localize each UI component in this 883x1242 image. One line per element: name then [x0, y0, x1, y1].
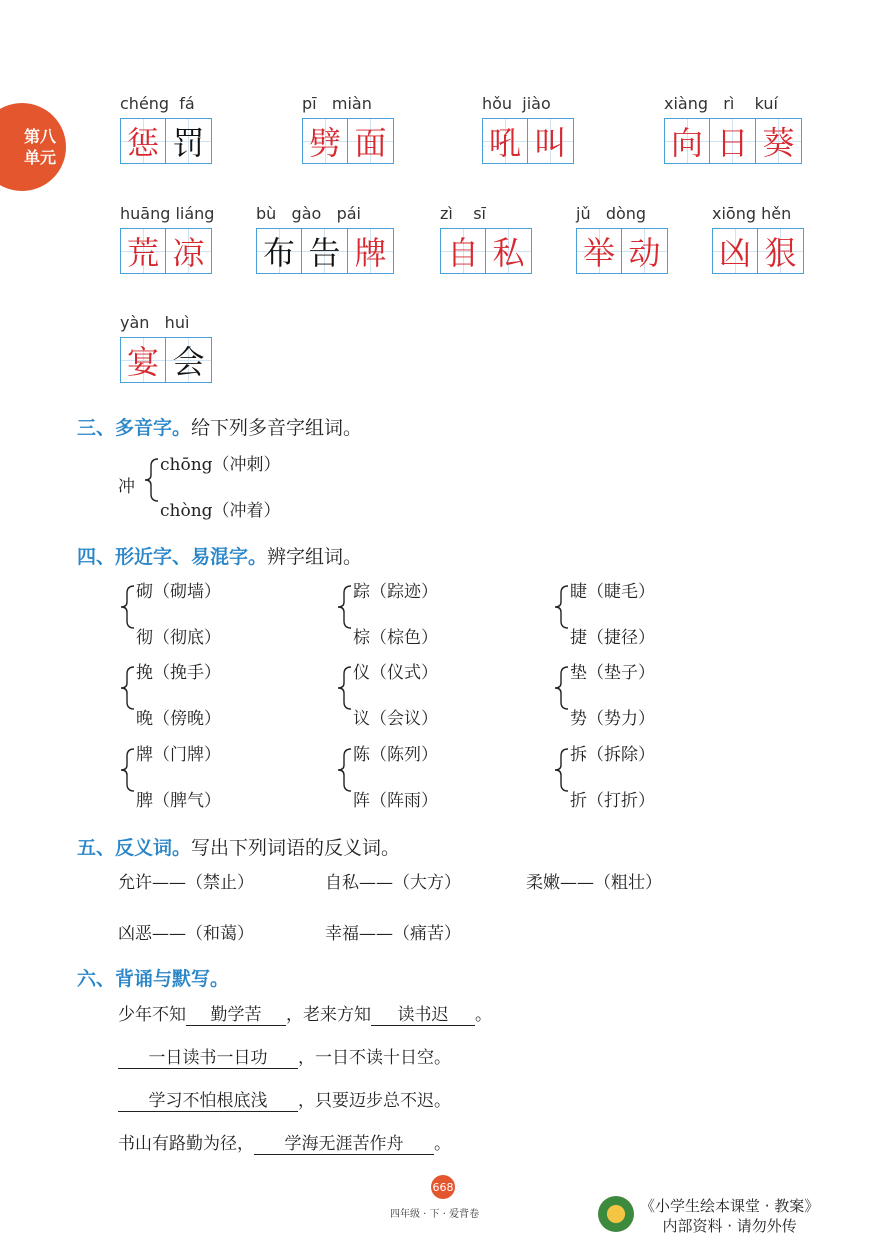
- unit-tab: 第八 单元: [0, 103, 66, 191]
- char-grid-box: 日: [710, 118, 756, 164]
- section-antonym-title: 五、反义词。写出下列词语的反义词。: [77, 837, 401, 859]
- fill-blank: 勤学苦: [186, 1000, 286, 1026]
- pinyin-label: xiàng rì kuí: [664, 94, 778, 113]
- polyphone-char: 冲: [118, 477, 135, 497]
- section-recitation-title: 六、背诵与默写。: [77, 968, 230, 990]
- char-grid-box: 惩: [120, 118, 166, 164]
- recitation-line-3: 学习不怕根底浅 ，只要迈步总不迟。: [118, 1086, 451, 1112]
- pinyin-label: bù gào pái: [256, 204, 361, 223]
- pinyin-label: jǔ dòng: [576, 204, 647, 223]
- section-similar-title: 四、形近字、易混字。辨字组词。: [77, 546, 363, 568]
- char-grid-box: 劈: [302, 118, 348, 164]
- char-grid-box: 狠: [758, 228, 804, 274]
- footer-grade: 四年级 · 下 · 爱背卷: [390, 1209, 480, 1220]
- pinyin-label: yàn huì: [120, 313, 190, 332]
- brand-logo-icon: [598, 1196, 634, 1232]
- char-grid-box: 向: [664, 118, 710, 164]
- char-grid-box: 布: [256, 228, 302, 274]
- fill-blank: 一日读书一日功: [118, 1043, 298, 1069]
- antonym-item: 柔嫩——（粗壮）: [526, 873, 662, 893]
- char-grid-box: 宴: [120, 337, 166, 383]
- char-grid-box: 凉: [166, 228, 212, 274]
- char-grid-box: 荒: [120, 228, 166, 274]
- char-grid-box: 私: [486, 228, 532, 274]
- pinyin-label: zì sī: [440, 204, 486, 223]
- section-polyphone-title: 三、多音字。给下列多音字组词。: [77, 417, 363, 439]
- fill-blank: 读书迟: [371, 1000, 475, 1026]
- recitation-line-1: 少年不知 勤学苦 ，老来方知 读书迟 。: [118, 1000, 492, 1026]
- antonym-item: 允许——（禁止）: [118, 873, 254, 893]
- char-grid-box: 葵: [756, 118, 802, 164]
- brand-text: 《小学生绘本课堂 · 教案》 内部资料 · 请勿外传: [640, 1197, 820, 1235]
- char-grid-box: 举: [576, 228, 622, 274]
- fill-blank: 学习不怕根底浅: [118, 1086, 298, 1112]
- char-grid-box: 自: [440, 228, 486, 274]
- char-grid-box: 吼: [482, 118, 528, 164]
- pinyin-label: huāng liáng: [120, 204, 215, 223]
- page-number: 668: [431, 1175, 455, 1199]
- pinyin-label: hǒu jiào: [482, 94, 551, 113]
- char-grid-box: 凶: [712, 228, 758, 274]
- antonym-item: 幸福——（痛苦）: [325, 924, 461, 944]
- antonym-item: 自私——（大方）: [325, 873, 461, 893]
- recitation-line-2: 一日读书一日功 ，一日不读十日空。: [118, 1043, 451, 1069]
- char-grid-box: 告: [302, 228, 348, 274]
- recitation-line-4: 书山有路勤为径， 学海无涯苦作舟 。: [118, 1129, 451, 1155]
- fill-blank: 学海无涯苦作舟: [254, 1129, 434, 1155]
- char-grid-box: 面: [348, 118, 394, 164]
- pinyin-label: chéng fá: [120, 94, 195, 113]
- char-grid-box: 叫: [528, 118, 574, 164]
- pinyin-label: xiōng hěn: [712, 204, 792, 223]
- char-grid-box: 牌: [348, 228, 394, 274]
- char-grid-box: 罚: [166, 118, 212, 164]
- antonym-item: 凶恶——（和蔼）: [118, 924, 254, 944]
- char-grid-box: 会: [166, 337, 212, 383]
- pinyin-label: pī miàn: [302, 94, 372, 113]
- char-grid-box: 动: [622, 228, 668, 274]
